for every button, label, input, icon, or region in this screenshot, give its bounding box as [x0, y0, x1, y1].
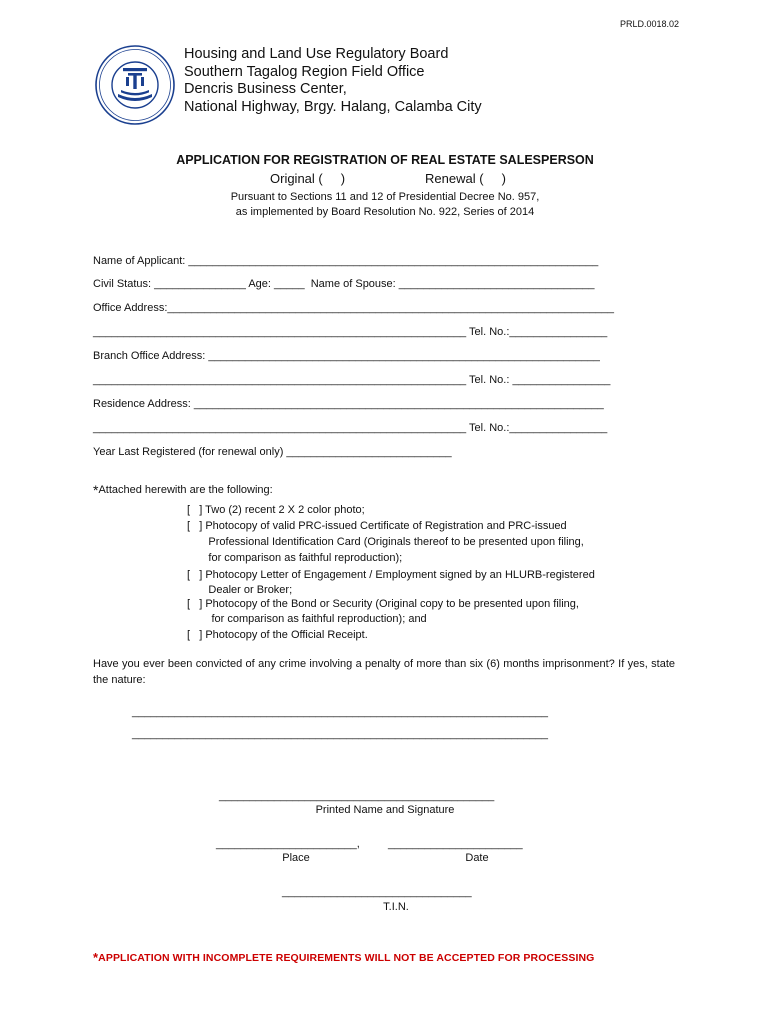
- attachments-heading-text: Attached herewith are the following:: [98, 484, 273, 496]
- form-title: APPLICATION FOR REGISTRATION OF REAL ESTATE SALESPERSON: [176, 153, 594, 167]
- legal-basis-line-2: as implemented by Board Resolution No. 922, Series of 2014: [235, 206, 535, 218]
- date-label: Date: [465, 852, 489, 864]
- asterisk: *: [93, 950, 99, 965]
- requirement-item[interactable]: [ ] Photocopy of the Official Receipt.: [187, 629, 368, 641]
- tin-line[interactable]: _______________________________: [282, 886, 472, 898]
- place-line[interactable]: _______________________,: [216, 838, 360, 850]
- year-last-registered-field[interactable]: Year Last Registered (for renewal only) ___________________________: [93, 446, 452, 458]
- hlurb-logo: [94, 44, 176, 126]
- conviction-question: Have you ever been convicted of any crime involving a penalty of more than six (6) months imprisonment? If yes, state the nature:: [93, 658, 675, 686]
- requirement-item-cont: Professional Identification Card (Originals thereof to be presented upon filing,: [187, 536, 584, 548]
- conviction-answer-line-2[interactable]: ____________________________________________________________________: [132, 728, 549, 740]
- asterisk: *: [93, 482, 99, 498]
- incomplete-requirements-warning: [93, 950, 594, 965]
- signature-line[interactable]: _____________________________________________: [219, 790, 495, 802]
- name-of-applicant-field[interactable]: Name of Applicant: ___________________________________________________________________: [93, 255, 599, 267]
- form-code: PRLD.0018.02: [620, 19, 680, 29]
- agency-line-4: National Highway, Brgy. Halang, Calamba City: [184, 98, 482, 115]
- signature-label: Printed Name and Signature: [315, 804, 455, 816]
- requirement-item-cont: for comparison as faithful reproduction);: [187, 552, 403, 564]
- office-address-tel-field[interactable]: _____________________________________________________________ Tel. No.:________________: [93, 326, 608, 338]
- agency-line-1: Housing and Land Use Regulatory Board: [184, 46, 449, 62]
- office-address-field[interactable]: Office Address:_________________________________________________________________________: [93, 302, 614, 314]
- residence-address-field[interactable]: Residence Address: ___________________________________________________________________: [93, 398, 604, 410]
- date-line[interactable]: ______________________: [388, 838, 523, 850]
- requirement-item-cont: for comparison as faithful reproduction); and: [187, 613, 427, 625]
- legal-basis-line-1: Pursuant to Sections 11 and 12 of Presidential Decree No. 957,: [230, 191, 540, 203]
- attachments-heading: [93, 482, 273, 498]
- original-checkbox[interactable]: Original ( ): [270, 171, 346, 186]
- requirement-item[interactable]: [ ] Two (2) recent 2 X 2 color photo;: [187, 504, 365, 516]
- residence-tel-field[interactable]: _____________________________________________________________ Tel. No.:________________: [93, 422, 608, 434]
- requirement-item[interactable]: [ ] Photocopy Letter of Engagement / Employment signed by an HLURB-registered: [187, 569, 595, 581]
- warning-text: APPLICATION WITH INCOMPLETE REQUIREMENTS WILL NOT BE ACCEPTED FOR PROCESSING: [98, 952, 595, 964]
- conviction-answer-line-1[interactable]: ____________________________________________________________________: [132, 706, 549, 718]
- branch-office-address-field[interactable]: Branch Office Address: ________________________________________________________________: [93, 350, 600, 362]
- requirement-item[interactable]: [ ] Photocopy of the Bond or Security (Original copy to be presented upon filing,: [187, 598, 579, 610]
- civil-status-age-spouse-field[interactable]: Civil Status: _______________ Age: _____ Name of Spouse: ________________________________: [93, 278, 595, 290]
- tin-label: T.I.N.: [383, 901, 409, 913]
- requirement-item-cont: Dealer or Broker;: [187, 584, 293, 596]
- requirement-item[interactable]: [ ] Photocopy of valid PRC-issued Certificate of Registration and PRC-issued: [187, 520, 567, 532]
- renewal-checkbox[interactable]: Renewal ( ): [425, 171, 506, 186]
- branch-office-tel-field[interactable]: _____________________________________________________________ Tel. No.: ________________: [93, 374, 611, 386]
- place-label: Place: [282, 852, 310, 864]
- agency-line-3: Dencris Business Center,: [184, 81, 347, 97]
- agency-line-2: Southern Tagalog Region Field Office: [184, 63, 425, 80]
